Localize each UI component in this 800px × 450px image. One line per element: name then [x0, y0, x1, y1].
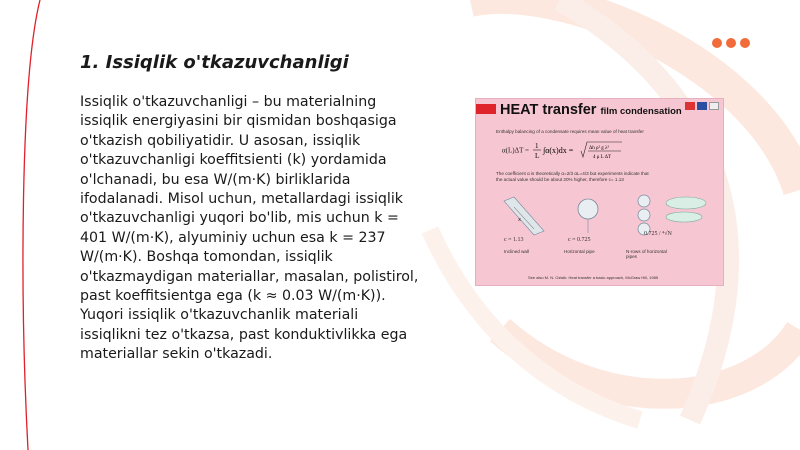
slide-red-bar: [476, 104, 496, 114]
decorative-dots: [712, 38, 750, 48]
flags: [685, 102, 719, 110]
slide-equation: [502, 139, 623, 163]
slide-image-title: [500, 102, 682, 118]
caption-label: N-rows of horizontal pipes: [626, 249, 667, 259]
caption-label: Inclined wall: [504, 249, 530, 254]
svg-text:L: L: [534, 152, 539, 160]
dot-icon: [712, 38, 722, 48]
slide-image-title-main: HEAT transfer: [500, 102, 597, 118]
source-note: See also M. N. Ozisik: Heat transfer a basic approach, McGraw Hill, 1985: [528, 275, 659, 280]
body-paragraph: Issiqlik o'tkazuvchanligi – bu materialning issiqlik energiyasini bir qismidan boshqasiga o'tkazish qobiliyatidir. U asosan, issiqlik o'tkazuvchanligi koeffitsienti (k) yordamida o'lchanadi, bu esa W/(m·K) birliklarida ifodalanadi. Misol uchun, metallardagi issiqlik o'tkazuvchanligi yuqori bo'lib, mis uchun k = 401 W/(m·K), alyuminiy uchun esa k = 237 W/(m·K). Boshqa tomondan, issiqlik o'tkazmaydigan materiallar, masalan, polistirol, past koeffitsientga ega (k ≈ 0.03 W/(m·K)). Yuqori issiqlik o'tkazuvchanlik materiali issiqlikni tez o'tkazsa, past konduktivlikka ega materiallar sekin o'tkazadi.: [80, 94, 419, 363]
equation-left: α(L)ΔT =: [502, 146, 529, 155]
svg-text:4 μ L ΔT: 4 μ L ΔT: [592, 155, 611, 160]
slide-heading: 1. Issiqlik o'tkazuvchanligi: [80, 52, 349, 73]
value-label: c = 0.725: [568, 237, 591, 243]
flag-icon: [697, 102, 707, 110]
svg-text:x: x: [518, 217, 521, 223]
slide-text-line: the actual value should be about 20% higher, therefore c= 1.13: [496, 177, 624, 182]
slide-text-line: The coefficient α is theoretically α=2/3 αL=4/3 but experiments indicate that: [496, 171, 649, 176]
dot-icon: [740, 38, 750, 48]
svg-text:∫α(x)dx =: ∫α(x)dx =: [542, 146, 573, 155]
slide-text-line: Enthalpy balancing of a condensate requires mean value of heat transfer: [496, 129, 644, 134]
svg-text:1: 1: [534, 142, 539, 150]
svg-text:Δh ρ² g λ³: Δh ρ² g λ³: [588, 146, 609, 151]
slide-image-title-sub: film condensation: [600, 106, 682, 117]
value-label: 0.725 / ⁴√N: [644, 231, 672, 237]
dot-icon: [726, 38, 736, 48]
logo-icon: [709, 102, 719, 110]
value-label: c = 1.13: [504, 237, 524, 243]
embedded-slide-image: [475, 98, 724, 286]
flag-icon: [685, 102, 695, 110]
caption-label: Horizontal pipe: [564, 249, 595, 254]
